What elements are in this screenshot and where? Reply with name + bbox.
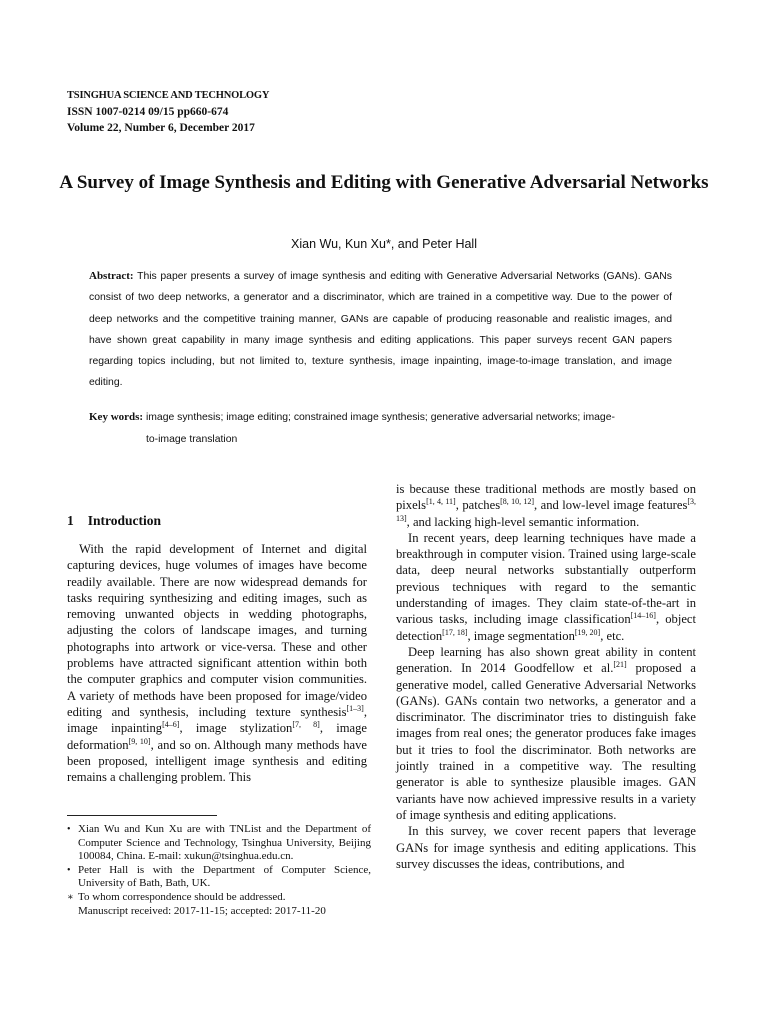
citation[interactable]: [9, 10]: [128, 736, 151, 746]
citation[interactable]: [14–16]: [630, 611, 656, 621]
keywords-line-2: to-image translation: [146, 434, 238, 445]
intro-paragraph-2: In recent years, deep learning techniques have made a breakthrough in computer vision. Trained using large-scale data, deep neural networks substantially outperform previous techniques with regard to the semantic understanding of images. They claim state-of-the-art in various tasks, including image classification[14–16], object detection[17, 18], image segmentation[19, 20], etc.: [396, 530, 696, 643]
citation[interactable]: [4–6]: [162, 720, 180, 730]
section-title: Introduction: [87, 513, 162, 528]
abstract: [89, 266, 672, 394]
keywords-label: Key words:: [89, 411, 144, 423]
citation[interactable]: [3, 13]: [396, 497, 697, 523]
paper-title: A Survey of Image Synthesis and Editing with Generative Adversarial Networks: [59, 172, 709, 193]
intro-paragraph-1: With the rapid development of Internet and digital capturing devices, huge volumes of images have become readily available. There are now widespread demands for tasks requiring synthesizing and editing images, such as removing unwanted objects in wedding photographs, adjusting the colors of landscape images, and turning photographs into artwork or vice-versa. These and other problems have attracted significant attention within both the computer graphics and computer vision communities. A variety of methods have been proposed for image/video editing and synthesis, including texture synthesis[1–3], image inpainting[4–6], image stylization[7, 8], image deformation[9, 10], and so on. Although many methods have been proposed, intelligent image synthesis and editing remains a challenging problem. This: [67, 542, 367, 785]
footnote-correspondence: ∗ To whom correspondence should be addressed.: [67, 890, 286, 903]
journal-header: [67, 88, 269, 136]
keywords: [89, 406, 672, 451]
journal-issn: ISSN 1007-0214 09/15 pp660-674: [67, 106, 229, 118]
right-column: [396, 481, 696, 872]
intro-paragraph-3: Deep learning has also shown great ability in content generation. In 2014 Goodfellow et al.[21] proposed a generative model, called Generative Adversarial Networks (GANs). GANs contain two networks, a generator and a discriminator. The discriminator tries to distinguish fake images from real ones; the generator produces fake images but it tries to fool the discriminator. Both networks are jointly trained in a competitive way. The resulting generator is able to synthesize plausible images. GAN variants have now achieved impressive results in a variety of image synthesis and editing applications.: [396, 644, 697, 822]
footnote-affiliation-1: • Xian Wu and Kun Xu are with TNList and the Department of Computer Science and Technology, Tsinghua University, Beijing 100084, China. E-mail: xukun@tsinghua.edu.cn.: [67, 823, 371, 863]
citation[interactable]: [1, 4, 11]: [426, 497, 456, 507]
section-number: 1: [67, 513, 74, 528]
citation[interactable]: [21]: [613, 660, 627, 670]
footnote-divider: [67, 815, 217, 816]
intro-paragraph-1-cont: is because these traditional methods are mostly based on pixels[1, 4, 11], patches[8, 10, 12], and low-level image features[3, 13], and lacking high-level semantic information.: [396, 482, 697, 529]
section-heading: [67, 513, 161, 529]
bullet-icon: •: [67, 824, 71, 835]
citation[interactable]: [7, 8]: [292, 720, 320, 730]
journal-name: TSINGHUA SCIENCE AND TECHNOLOGY: [67, 90, 270, 101]
footnote-manuscript: Manuscript received: 2017-11-15; accepted: 2017-11-20: [78, 904, 326, 917]
citation[interactable]: [8, 10, 12]: [500, 497, 535, 507]
intro-paragraph-4: In this survey, we cover recent papers that leverage GANs for image synthesis and editing applications. This survey discusses the ideas, contributions, and: [396, 824, 696, 871]
footnote-affiliation-2: • Peter Hall is with the Department of Computer Science, University of Bath, Bath, UK.: [67, 863, 371, 890]
abstract-text: This paper presents a survey of image synthesis and editing with Generative Adversarial Networks (GANs). GANs consist of two deep networks, a generator and a discriminator, which are trained in a competitive way. Due to the power of deep networks and the competitive training manner, GANs are capable of producing reasonable and realistic images, and have shown great capability in many image synthesis and editing applications. This paper surveys recent GAN papers regarding topics including, but not limited to, texture synthesis, image inpainting, image-to-image translation, and image editing.: [89, 271, 672, 389]
citation[interactable]: [17, 18]: [442, 627, 468, 637]
journal-volume: Volume 22, Number 6, December 2017: [67, 122, 255, 134]
citation[interactable]: [1–3]: [346, 703, 364, 713]
bullet-icon: •: [67, 864, 71, 876]
asterisk-icon: ∗: [67, 891, 74, 903]
left-column: [67, 541, 367, 785]
abstract-label: Abstract:: [89, 270, 134, 282]
citation[interactable]: [19, 20]: [574, 627, 601, 637]
keywords-line-1: image synthesis; image editing; constrained image synthesis; generative adversarial networks; image-: [145, 412, 615, 423]
footnotes: [67, 823, 371, 918]
author-list: Xian Wu, Kun Xu*, and Peter Hall: [291, 237, 477, 251]
